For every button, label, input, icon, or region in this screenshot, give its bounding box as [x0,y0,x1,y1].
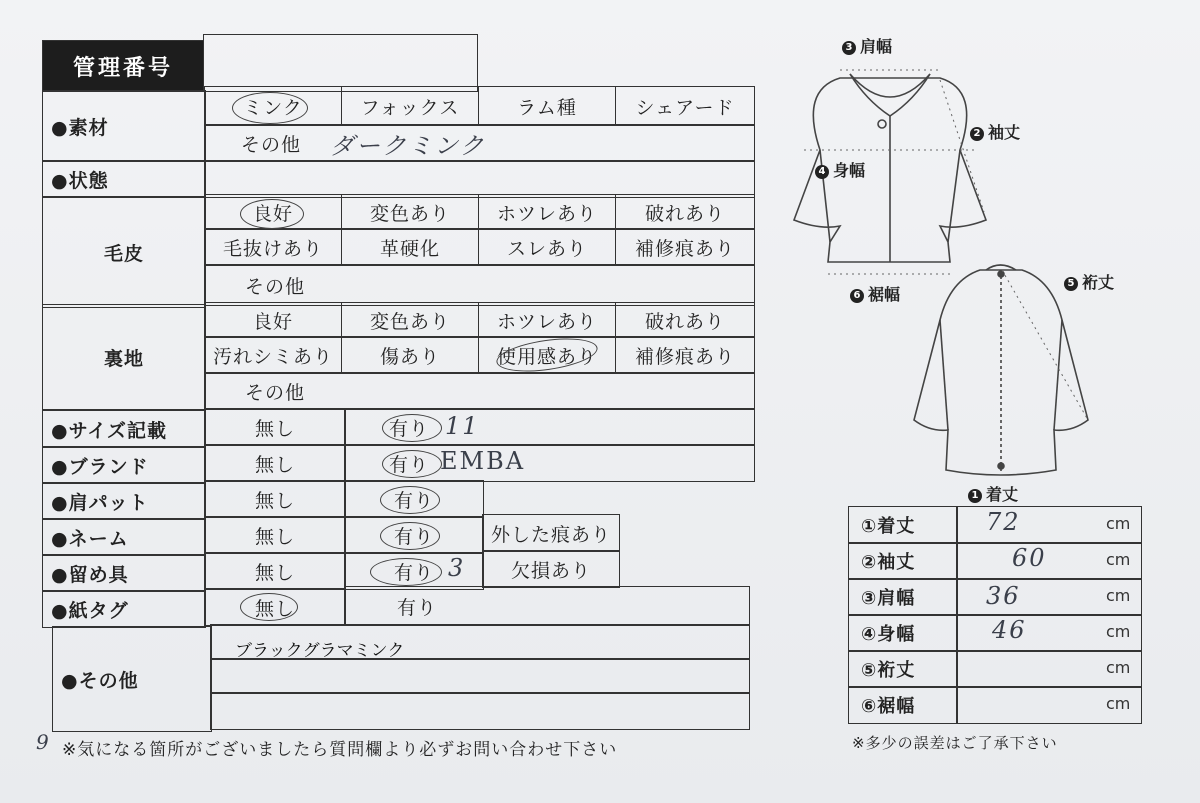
measure-label-sleeve: ②袖丈 [848,542,958,580]
brand-label: ●ブランド [42,446,206,484]
paper-tag-yes-text: 有り [397,596,438,619]
other-label: ●その他 [52,626,212,732]
other-line-2[interactable] [210,658,750,694]
measure-hand-shoulder: 36 [986,582,1021,610]
measure-label-yuki: ⑤裄丈 [848,650,958,688]
fur-option-tear[interactable]: 破れあり [615,194,755,230]
fastener-yes[interactable]: 有り [344,552,484,590]
fur-option-hairloss[interactable]: 毛抜けあり [204,228,342,266]
number-5-icon: 5 [1064,277,1078,291]
measure-label-shoulder: ③肩幅 [848,578,958,616]
fastener-handwritten: 3 [448,554,466,582]
form-title: 管理番号 [42,40,204,92]
measurement-guides [804,70,1088,420]
condition-field [204,160,755,198]
lining-option-good[interactable]: 良好 [204,302,342,338]
shoulder-pad-yes[interactable]: 有り [344,480,484,518]
measure-hand-body-width: 46 [992,616,1027,644]
fur-other-label: その他 [245,275,306,298]
margin-mark: 9 [36,730,51,754]
fur-other-row[interactable] [204,264,755,306]
lining-other-label: その他 [245,381,306,404]
name-tag-yes[interactable]: 有り [344,516,484,554]
brand-handwritten: EMBA [440,447,526,475]
material-other-label: その他 [241,133,302,156]
paper-tag-none[interactable]: 無し [204,588,346,626]
lining-option-used[interactable]: 使用感あり [478,336,616,374]
size-label-label: ●サイズ記載 [42,410,206,448]
condition-label: ●状態 [42,160,206,198]
unit-cm-5: cm [1106,658,1131,677]
lining-option-repair[interactable]: 補修痕あり [615,336,755,374]
lining-other-row[interactable] [204,372,755,410]
size-label-none[interactable]: 無し [204,408,346,446]
fur-option-repair[interactable]: 補修痕あり [615,228,755,266]
name-tag-none[interactable]: 無し [204,516,346,554]
material-other-handwritten: ダークミンク [330,132,486,160]
fur-option-hardened[interactable]: 革硬化 [341,228,479,266]
material-option-fox[interactable]: フォックス [341,86,479,126]
fastener-label: ●留め具 [42,554,206,592]
lining-option-fray[interactable]: ホツレあり [478,302,616,338]
name-tag-label: ●ネーム [42,518,206,556]
fur-option-fray[interactable]: ホツレあり [478,194,616,230]
number-4-icon: 4 [815,165,829,179]
diagram-label-sleeve: 2 袖丈 [970,120,1020,143]
diagram-label-length: 1 着丈 [968,482,1018,505]
unit-cm-1: cm [1106,514,1131,533]
measure-hand-sleeve: 60 [1012,544,1047,572]
measure-hand-length: 72 [986,508,1021,536]
unit-cm-6: cm [1106,694,1131,713]
other-typed-text: ブラックグラマミンク [235,641,405,660]
coat-back-drawing [914,265,1088,475]
brand-yes-text: 有り [389,453,430,476]
fastener-missing[interactable]: 欠損あり [482,550,620,588]
paper-tag-yes[interactable] [344,586,750,626]
fur-option-good[interactable]: 良好 [204,194,342,230]
shoulder-pad-none[interactable]: 無し [204,480,346,518]
diagram-label-hem: 6 裾幅 [850,282,900,305]
fur-option-scuff[interactable]: スレあり [478,228,616,266]
diagram-label-body-width: 4 身幅 [815,158,865,181]
lining-option-stain[interactable]: 汚れシミあり [204,336,342,374]
diagram-label-shoulder: 3 肩幅 [842,34,892,57]
fastener-none[interactable]: 無し [204,552,346,590]
footer-note: ※気になる箇所がございましたら質問欄より必ずお問い合わせ下さい [62,740,618,760]
number-6-icon: 6 [850,289,864,303]
number-3-icon: 3 [842,41,856,55]
measure-label-body-width: ④身幅 [848,614,958,652]
measure-label-hem: ⑥裾幅 [848,686,958,724]
number-2-icon: 2 [970,127,984,141]
size-label-yes-text: 有り [389,417,430,440]
measure-label-length: ①着丈 [848,506,958,544]
material-label: ●素材 [42,90,206,162]
fur-option-discolor[interactable]: 変色あり [341,194,479,230]
fur-label: 毛皮 [42,196,206,308]
lining-label: 裏地 [42,304,206,410]
lining-option-scratch[interactable]: 傷あり [341,336,479,374]
material-option-lamb[interactable]: ラム種 [478,86,616,126]
shoulder-pad-label: ●肩パット [42,482,206,520]
diagram-label-yuki: 5 裄丈 [1064,270,1114,293]
name-tag-removed[interactable]: 外した痕あり [482,514,620,552]
unit-cm-4: cm [1106,622,1131,641]
lining-option-discolor[interactable]: 変色あり [341,302,479,338]
number-1-icon: 1 [968,489,982,503]
unit-cm-2: cm [1106,550,1131,569]
unit-cm-3: cm [1106,586,1131,605]
other-line-3[interactable] [210,692,750,730]
paper-tag-label: ●紙タグ [42,590,206,628]
material-option-sheared[interactable]: シェアード [615,86,755,126]
brand-yes[interactable] [344,444,755,482]
lining-option-tear[interactable]: 破れあり [615,302,755,338]
size-label-handwritten: 11 [445,412,480,440]
measurement-note: ※多少の誤差はご了承下さい [852,734,1058,752]
control-number-field[interactable] [203,34,478,92]
material-option-mink[interactable]: ミンク [204,86,342,126]
size-label-yes[interactable] [344,408,755,446]
brand-none[interactable]: 無し [204,444,346,482]
